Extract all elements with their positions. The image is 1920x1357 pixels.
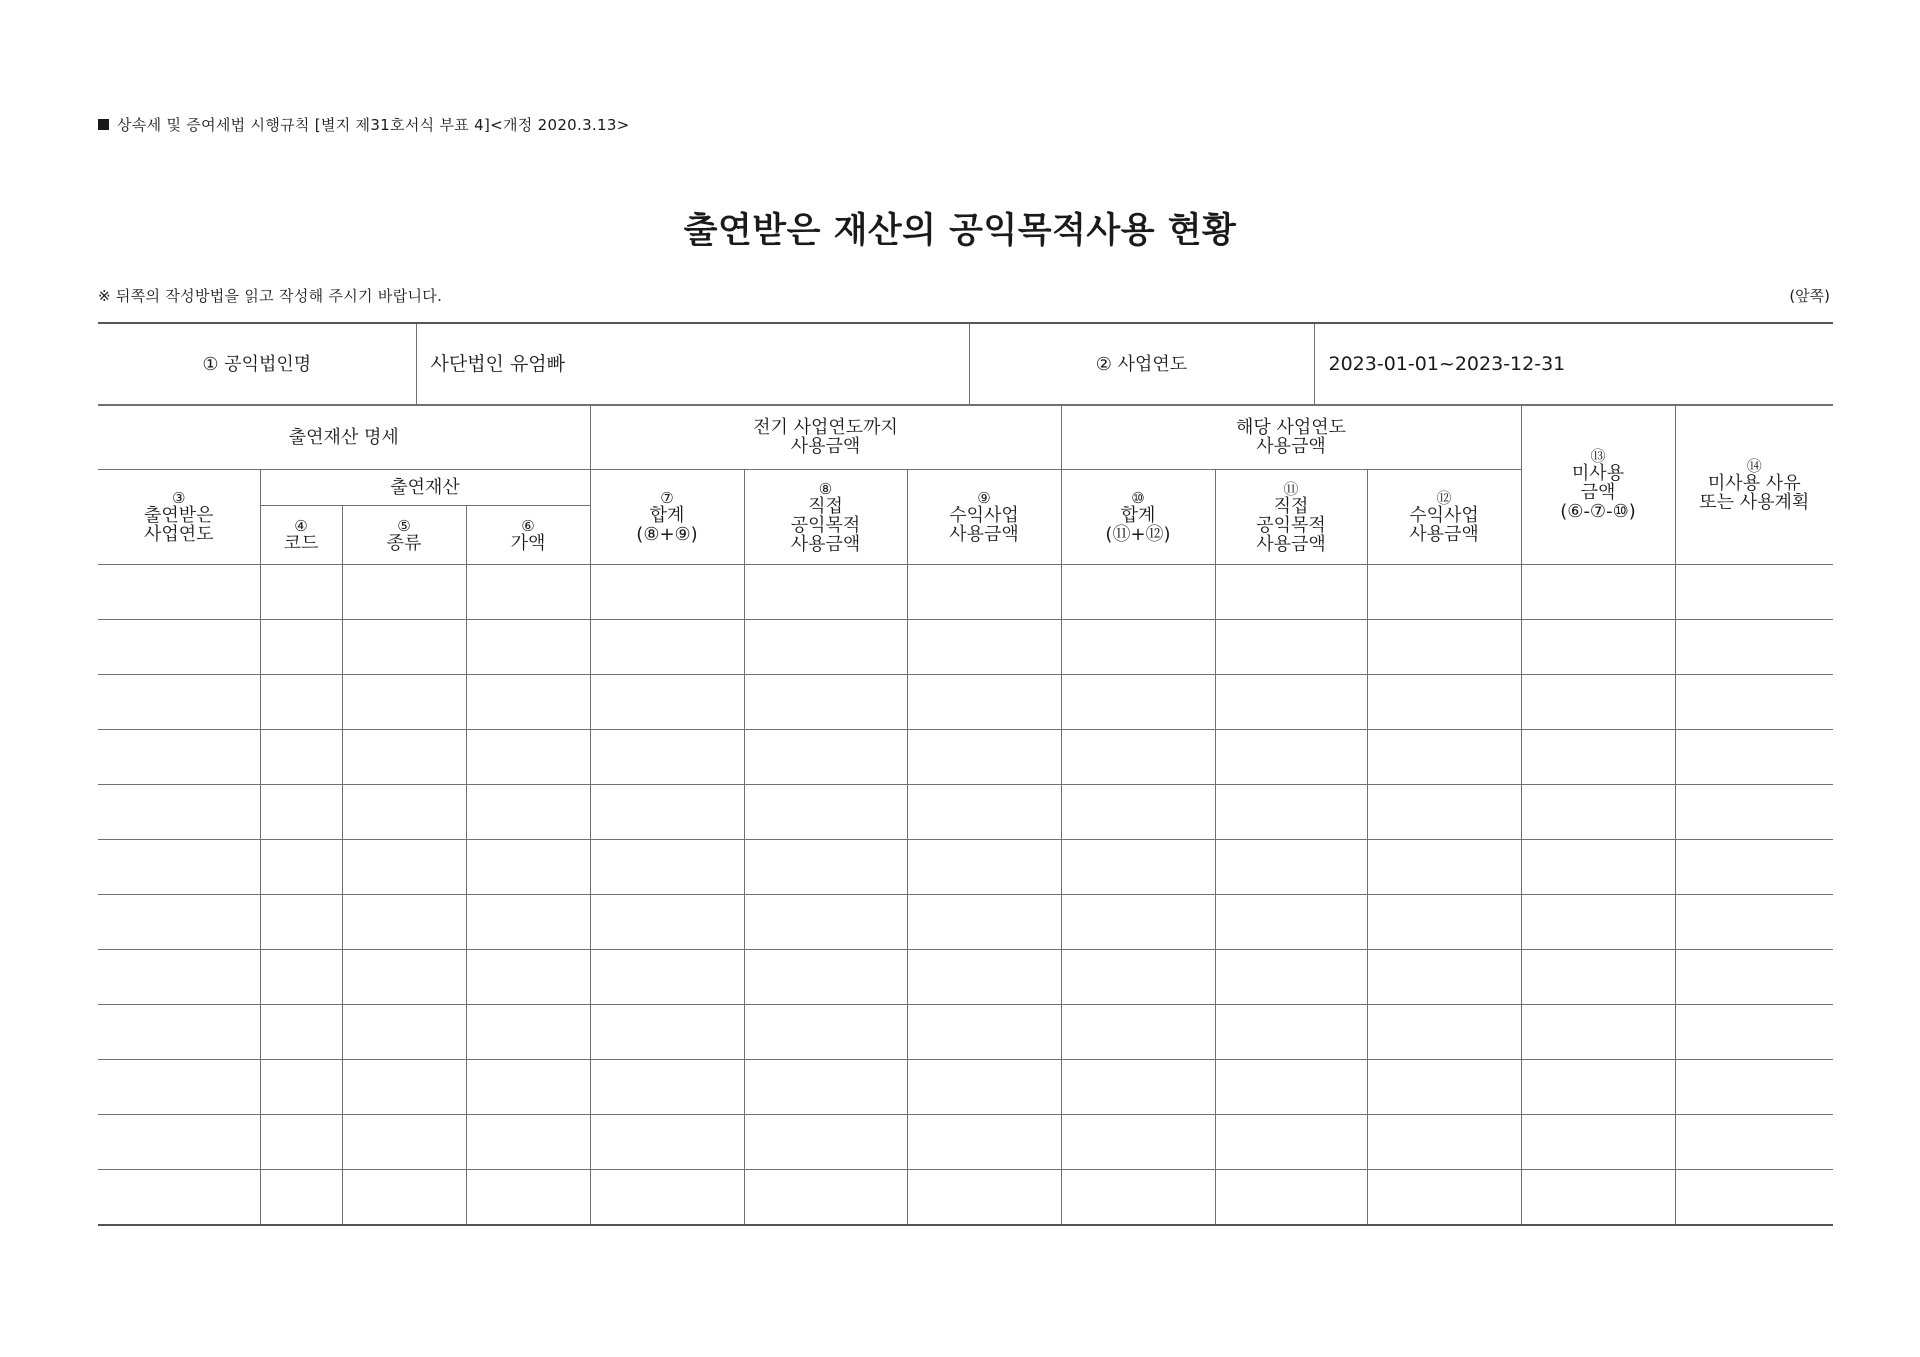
table-cell[interactable] bbox=[1367, 950, 1521, 1005]
table-cell[interactable] bbox=[590, 785, 744, 840]
table-cell[interactable] bbox=[260, 1060, 342, 1115]
table-cell[interactable] bbox=[1521, 675, 1675, 730]
table-cell[interactable] bbox=[1061, 675, 1215, 730]
header-c13-line-3: (⑥-⑦-⑩) bbox=[1560, 501, 1636, 522]
table-cell[interactable] bbox=[1215, 565, 1367, 620]
table-cell[interactable] bbox=[98, 565, 260, 620]
table-cell[interactable] bbox=[907, 620, 1061, 675]
table-cell[interactable] bbox=[1061, 620, 1215, 675]
table-cell[interactable] bbox=[1675, 785, 1833, 840]
table-cell[interactable] bbox=[907, 565, 1061, 620]
page-side-label: (앞쪽) bbox=[1789, 287, 1830, 305]
table-cell[interactable] bbox=[1675, 730, 1833, 785]
table-row bbox=[98, 785, 1833, 840]
table-cell[interactable] bbox=[590, 565, 744, 620]
table-cell[interactable] bbox=[744, 840, 907, 895]
header-c8-line-3: 사용금액 bbox=[790, 533, 861, 555]
info-table bbox=[98, 322, 1833, 406]
header-c8-line-1: 직접 bbox=[808, 495, 843, 517]
table-cell[interactable] bbox=[590, 840, 744, 895]
header-donated-asset: 출연재산 bbox=[260, 470, 590, 506]
header-c12-line-1: 수익사업 bbox=[1409, 505, 1479, 526]
table-cell[interactable] bbox=[1061, 730, 1215, 785]
table-cell[interactable] bbox=[1367, 1170, 1521, 1226]
table-cell[interactable] bbox=[744, 950, 907, 1005]
header-c4-line-1: 코드 bbox=[283, 532, 319, 554]
table-cell[interactable] bbox=[1675, 620, 1833, 675]
table-cell[interactable] bbox=[1215, 950, 1367, 1005]
table-cell[interactable] bbox=[466, 730, 590, 785]
table-cell[interactable] bbox=[98, 1170, 260, 1226]
table-cell[interactable] bbox=[1521, 895, 1675, 950]
table-cell[interactable] bbox=[1367, 1005, 1521, 1060]
header-current-usage bbox=[1061, 405, 1521, 470]
table-cell[interactable] bbox=[342, 730, 466, 785]
table-cell[interactable] bbox=[1061, 1005, 1215, 1060]
page-title: 출연받은 재산의 공익목적사용 현황 bbox=[683, 211, 1237, 251]
header-c3-line-1: 출연받은 bbox=[143, 505, 214, 526]
header-c5-line-1: 종류 bbox=[386, 532, 422, 554]
table-cell[interactable] bbox=[260, 950, 342, 1005]
table-cell[interactable] bbox=[98, 895, 260, 950]
table-cell[interactable] bbox=[744, 895, 907, 950]
table-cell[interactable] bbox=[907, 895, 1061, 950]
header-c9-line-1: 수익사업 bbox=[949, 505, 1019, 526]
table-cell[interactable] bbox=[466, 895, 590, 950]
table-cell[interactable] bbox=[744, 1060, 907, 1115]
table-cell[interactable] bbox=[1521, 1115, 1675, 1170]
table-cell[interactable] bbox=[260, 840, 342, 895]
table-cell[interactable] bbox=[260, 1170, 342, 1226]
biz-year-label: ② 사업연도 bbox=[969, 323, 1314, 406]
table-cell[interactable] bbox=[1061, 895, 1215, 950]
table-cell[interactable] bbox=[744, 1005, 907, 1060]
header-c9-num: ⑨ bbox=[977, 489, 991, 507]
table-cell[interactable] bbox=[342, 950, 466, 1005]
table-cell[interactable] bbox=[590, 1115, 744, 1170]
table-cell[interactable] bbox=[744, 565, 907, 620]
table-row bbox=[98, 1060, 1833, 1115]
table-cell[interactable] bbox=[1521, 565, 1675, 620]
header-c13-num: ⑬ bbox=[1590, 447, 1606, 465]
header-donated-year bbox=[98, 470, 260, 565]
table-cell[interactable] bbox=[907, 730, 1061, 785]
table-cell[interactable] bbox=[744, 1115, 907, 1170]
table-cell[interactable] bbox=[1367, 565, 1521, 620]
header-c10-line-2: (⑪+⑫) bbox=[1105, 524, 1171, 545]
table-cell[interactable] bbox=[590, 675, 744, 730]
table-cell[interactable] bbox=[1675, 1005, 1833, 1060]
table-cell[interactable] bbox=[1367, 785, 1521, 840]
header-c3-line-2: 사업연도 bbox=[143, 524, 214, 545]
header-c14-line-1: 미사용 사유 bbox=[1707, 472, 1801, 494]
table-cell[interactable] bbox=[1061, 1060, 1215, 1115]
header-c4-num: ④ bbox=[294, 516, 308, 535]
table-cell[interactable] bbox=[590, 1060, 744, 1115]
table-cell[interactable] bbox=[1367, 840, 1521, 895]
header-c9-line-2: 사용금액 bbox=[949, 524, 1019, 545]
header-c13-line-1: 미사용 bbox=[1571, 463, 1625, 484]
header-code bbox=[260, 506, 342, 565]
header-current-line-1: 해당 사업연도 bbox=[1235, 417, 1347, 438]
header-prior-usage bbox=[590, 405, 1061, 470]
table-cell[interactable] bbox=[1215, 1060, 1367, 1115]
notice-text: ※ 뒤쪽의 작성방법을 읽고 작성해 주시기 바랍니다. bbox=[98, 287, 443, 305]
table-cell[interactable] bbox=[260, 675, 342, 730]
table-cell[interactable] bbox=[1367, 730, 1521, 785]
table-row bbox=[98, 620, 1833, 675]
table-cell[interactable] bbox=[260, 620, 342, 675]
table-cell[interactable] bbox=[342, 1115, 466, 1170]
header-value bbox=[466, 506, 590, 565]
header-c3-num: ③ bbox=[172, 489, 186, 507]
corp-name-field[interactable]: 사단법인 유엄빠 bbox=[416, 323, 969, 406]
table-cell[interactable] bbox=[1215, 840, 1367, 895]
table-cell[interactable] bbox=[98, 1005, 260, 1060]
table-cell[interactable] bbox=[907, 1170, 1061, 1226]
table-cell[interactable] bbox=[907, 950, 1061, 1005]
header-c11-line-1: 직접 bbox=[1273, 495, 1309, 517]
header-c11-num: ⑪ bbox=[1283, 479, 1299, 498]
table-cell[interactable] bbox=[98, 1115, 260, 1170]
table-cell[interactable] bbox=[590, 620, 744, 675]
table-cell[interactable] bbox=[744, 620, 907, 675]
law-reference bbox=[98, 114, 630, 135]
table-cell[interactable] bbox=[260, 730, 342, 785]
header-c14-num: ⑭ bbox=[1746, 456, 1762, 475]
table-row bbox=[98, 730, 1833, 785]
table-cell[interactable] bbox=[466, 840, 590, 895]
table-cell[interactable] bbox=[1521, 1170, 1675, 1226]
table-cell[interactable] bbox=[342, 840, 466, 895]
table-cell[interactable] bbox=[590, 730, 744, 785]
table-cell[interactable] bbox=[342, 895, 466, 950]
table-cell[interactable] bbox=[466, 1115, 590, 1170]
table-cell[interactable] bbox=[590, 1005, 744, 1060]
table-cell[interactable] bbox=[1675, 1060, 1833, 1115]
table-cell[interactable] bbox=[98, 620, 260, 675]
table-row bbox=[98, 895, 1833, 950]
header-c8-num: ⑧ bbox=[818, 479, 833, 498]
table-cell[interactable] bbox=[466, 785, 590, 840]
table-cell[interactable] bbox=[1367, 620, 1521, 675]
header-current-direct bbox=[1215, 470, 1367, 565]
table-cell[interactable] bbox=[1367, 1115, 1521, 1170]
table-cell[interactable] bbox=[1521, 785, 1675, 840]
biz-year-field[interactable]: 2023-01-01~2023-12-31 bbox=[1314, 323, 1833, 406]
table-row bbox=[98, 675, 1833, 730]
header-c8-line-2: 공익목적 bbox=[790, 514, 861, 536]
table-cell[interactable] bbox=[590, 950, 744, 1005]
table-cell[interactable] bbox=[260, 1005, 342, 1060]
table-row bbox=[98, 565, 1833, 620]
header-c12-line-2: 사용금액 bbox=[1409, 524, 1479, 545]
table-cell[interactable] bbox=[342, 1170, 466, 1226]
table-cell[interactable] bbox=[98, 675, 260, 730]
table-cell[interactable] bbox=[744, 785, 907, 840]
table-cell[interactable] bbox=[98, 1060, 260, 1115]
table-cell[interactable] bbox=[1061, 1170, 1215, 1226]
table-cell[interactable] bbox=[744, 730, 907, 785]
table-cell[interactable] bbox=[907, 840, 1061, 895]
table-cell[interactable] bbox=[1521, 950, 1675, 1005]
header-c6-line-1: 가액 bbox=[510, 532, 546, 554]
header-prior-direct bbox=[744, 470, 907, 565]
table-cell[interactable] bbox=[1675, 840, 1833, 895]
table-cell[interactable] bbox=[1061, 565, 1215, 620]
header-c6-num: ⑥ bbox=[521, 516, 535, 535]
table-cell[interactable] bbox=[907, 785, 1061, 840]
table-cell[interactable] bbox=[907, 1005, 1061, 1060]
table-cell[interactable] bbox=[98, 950, 260, 1005]
table-cell[interactable] bbox=[342, 675, 466, 730]
table-cell[interactable] bbox=[260, 565, 342, 620]
table-cell[interactable] bbox=[1521, 1005, 1675, 1060]
table-cell[interactable] bbox=[1675, 895, 1833, 950]
table-cell[interactable] bbox=[1521, 620, 1675, 675]
table-cell[interactable] bbox=[1215, 895, 1367, 950]
table-cell[interactable] bbox=[1521, 1060, 1675, 1115]
header-c11-line-3: 사용금액 bbox=[1256, 533, 1326, 555]
table-cell[interactable] bbox=[466, 1060, 590, 1115]
table-cell[interactable] bbox=[1521, 730, 1675, 785]
table-cell[interactable] bbox=[907, 1060, 1061, 1115]
data-rows bbox=[98, 565, 1833, 1226]
header-c7-num: ⑦ bbox=[660, 489, 674, 507]
table-row bbox=[98, 950, 1833, 1005]
table-cell[interactable] bbox=[466, 565, 590, 620]
table-cell[interactable] bbox=[98, 785, 260, 840]
table-cell[interactable] bbox=[342, 565, 466, 620]
table-cell[interactable] bbox=[466, 950, 590, 1005]
law-reference-text: 상속세 및 증여세법 시행규칙 [별지 제31호서식 부표 4]<개정 2020.3.13> bbox=[117, 116, 630, 134]
header-c14-line-2: 또는 사용계획 bbox=[1699, 491, 1810, 513]
header-prior-profit bbox=[907, 470, 1061, 565]
header-c7-line-2: (⑧+⑨) bbox=[636, 524, 698, 545]
header-c11-line-2: 공익목적 bbox=[1256, 514, 1326, 536]
table-cell[interactable] bbox=[1675, 1170, 1833, 1226]
table-row bbox=[98, 1005, 1833, 1060]
table-cell[interactable] bbox=[1521, 840, 1675, 895]
header-unused-amount bbox=[1521, 405, 1675, 565]
table-cell[interactable] bbox=[342, 1005, 466, 1060]
table-cell[interactable] bbox=[590, 895, 744, 950]
header-unused-reason bbox=[1675, 405, 1833, 565]
table-cell[interactable] bbox=[342, 785, 466, 840]
table-cell[interactable] bbox=[260, 895, 342, 950]
table-cell[interactable] bbox=[1061, 785, 1215, 840]
table-row bbox=[98, 840, 1833, 895]
table-cell[interactable] bbox=[466, 675, 590, 730]
header-c13-line-2: 금액 bbox=[1580, 482, 1616, 503]
table-cell[interactable] bbox=[1215, 1005, 1367, 1060]
table-cell[interactable] bbox=[1215, 785, 1367, 840]
table-cell[interactable] bbox=[1215, 675, 1367, 730]
header-c10-num: ⑩ bbox=[1131, 489, 1145, 507]
table-cell[interactable] bbox=[260, 785, 342, 840]
table-cell[interactable] bbox=[1215, 1115, 1367, 1170]
header-current-total bbox=[1061, 470, 1215, 565]
table-cell[interactable] bbox=[1061, 1115, 1215, 1170]
table-cell[interactable] bbox=[1061, 840, 1215, 895]
table-cell[interactable] bbox=[1675, 950, 1833, 1005]
table-cell[interactable] bbox=[1367, 675, 1521, 730]
header-prior-line-2: 사용금액 bbox=[790, 436, 861, 457]
table-cell[interactable] bbox=[466, 1170, 590, 1226]
table-cell[interactable] bbox=[466, 1005, 590, 1060]
header-prior-line-1: 전기 사업연도까지 bbox=[753, 417, 898, 438]
header-donation-detail: 출연재산 명세 bbox=[98, 405, 590, 470]
table-row bbox=[98, 1170, 1833, 1226]
header-c10-line-1: 합계 bbox=[1120, 505, 1156, 526]
table-cell[interactable] bbox=[342, 620, 466, 675]
corp-name-label: ① 공익법인명 bbox=[98, 323, 416, 406]
table-cell[interactable] bbox=[1367, 895, 1521, 950]
table-cell[interactable] bbox=[1215, 730, 1367, 785]
header-type bbox=[342, 506, 466, 565]
table-cell[interactable] bbox=[342, 1060, 466, 1115]
header-prior-total bbox=[590, 470, 744, 565]
table-cell[interactable] bbox=[98, 840, 260, 895]
table-cell[interactable] bbox=[1215, 1170, 1367, 1226]
table-cell[interactable] bbox=[1675, 1115, 1833, 1170]
header-current-profit bbox=[1367, 470, 1521, 565]
table-cell[interactable] bbox=[466, 620, 590, 675]
table-cell[interactable] bbox=[590, 1170, 744, 1226]
table-cell[interactable] bbox=[1215, 620, 1367, 675]
header-c12-num: ⑫ bbox=[1436, 489, 1452, 507]
table-cell[interactable] bbox=[907, 675, 1061, 730]
table-cell[interactable] bbox=[1367, 1060, 1521, 1115]
table-cell[interactable] bbox=[744, 1170, 907, 1226]
usage-table bbox=[98, 404, 1833, 1226]
table-cell[interactable] bbox=[1675, 675, 1833, 730]
table-cell[interactable] bbox=[98, 730, 260, 785]
header-current-line-2: 사용금액 bbox=[1256, 436, 1326, 457]
table-row bbox=[98, 1115, 1833, 1170]
header-c5-num: ⑤ bbox=[397, 516, 411, 535]
square-bullet-icon bbox=[98, 119, 109, 130]
header-c7-line-1: 합계 bbox=[649, 505, 685, 526]
table-cell[interactable] bbox=[1061, 950, 1215, 1005]
table-cell[interactable] bbox=[907, 1115, 1061, 1170]
table-cell[interactable] bbox=[1675, 565, 1833, 620]
table-cell[interactable] bbox=[260, 1115, 342, 1170]
table-cell[interactable] bbox=[744, 675, 907, 730]
